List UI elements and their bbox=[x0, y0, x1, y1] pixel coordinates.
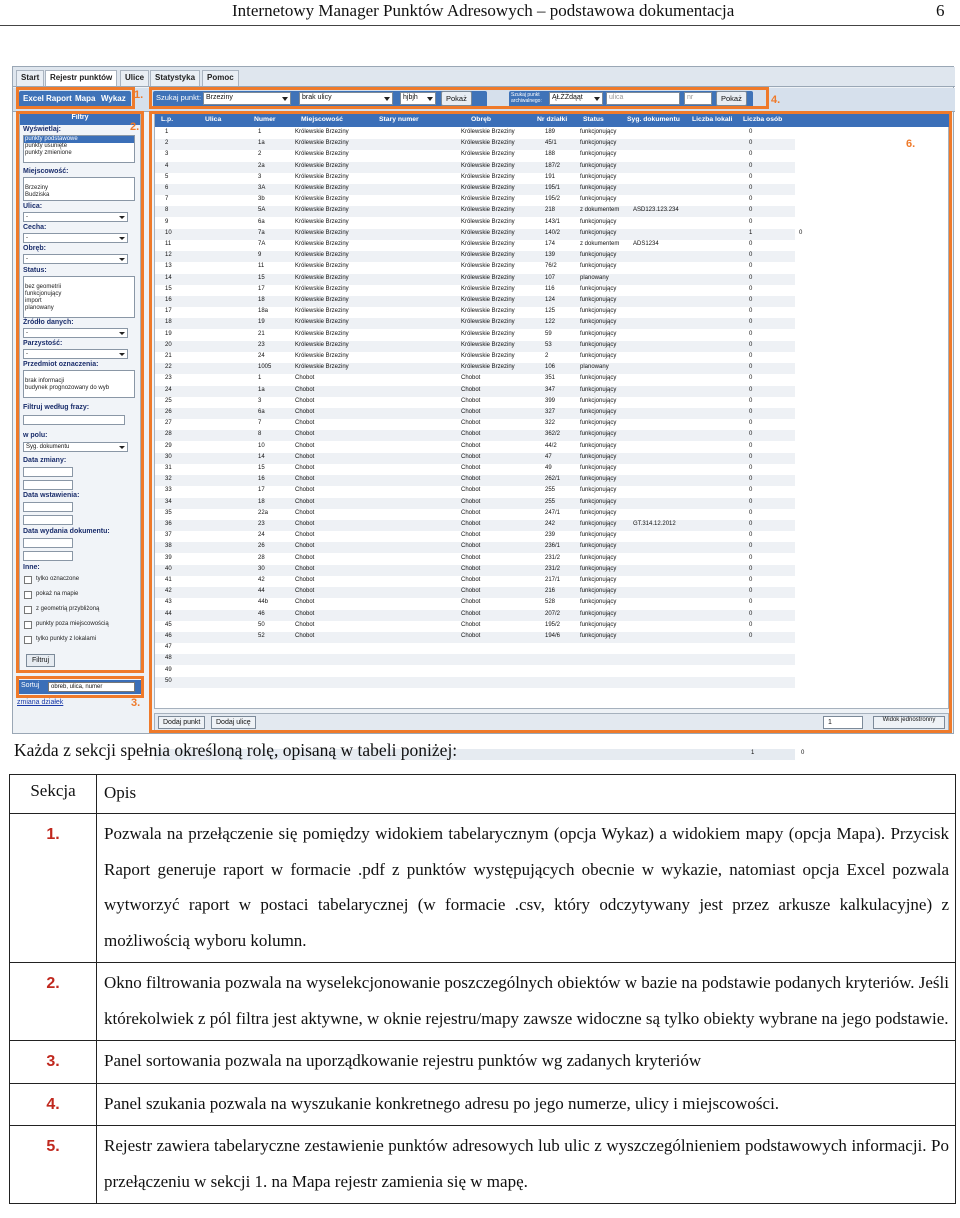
table-row[interactable]: 15 17 Królewskie Brzeziny Królewskie Brzeziny 116 funkcjonujący 0 bbox=[165, 285, 753, 292]
section-number: 4. bbox=[46, 1095, 60, 1113]
filter-phrase-label: Filtruj według frazy: bbox=[23, 404, 90, 411]
table-row[interactable]: 35 22a Chobot Chobot 247/1 funkcjonujący 0 bbox=[165, 509, 753, 516]
header-section: Sekcja bbox=[10, 775, 97, 814]
filter-show-label: Wyświetlaj: bbox=[23, 126, 61, 133]
section-description: Pozwala na przełączenie się pomiędzy widokiem tabelarycznym (opcja Wykaz) a widokiem mapy (opcja Mapa). Przycisk Raport generuje raport w formacie .pdf z punktów występujących obecnie w wykazie, natomiast opcja Excel pozwala wytworzyć raport w postaci tabelarycznej (w formacie .csv, który odczytywany jest przez arkusze kalkulacyjne) z możliwością wyboru kolumn. bbox=[97, 814, 956, 963]
table-row bbox=[10, 963, 956, 1041]
filter-change-date-label: Data zmiany: bbox=[23, 457, 67, 464]
table-row[interactable]: 1 1 Królewskie Brzeziny Królewskie Brzeziny 189 funkcjonujący 0 bbox=[165, 129, 753, 135]
sections-table bbox=[9, 774, 956, 1204]
col-doc-signature[interactable]: Syg. dokumentu bbox=[627, 116, 680, 123]
table-row[interactable]: 21 24 Królewskie Brzeziny Królewskie Brzeziny 2 funkcjonujący 0 bbox=[165, 353, 753, 359]
checkbox-label: tylko oznaczone bbox=[36, 576, 80, 582]
col-old-number[interactable]: Stary numer bbox=[379, 116, 419, 123]
checkbox-label: punkty poza miejscowością bbox=[36, 621, 109, 627]
archive-street-input[interactable]: ulica bbox=[606, 92, 680, 105]
section-description: Panel sortowania pozwala na uporządkowanie rejestru punktów wg zadanych kryteriów bbox=[97, 1041, 956, 1084]
table-row[interactable]: 20 23 Królewskie Brzeziny Królewskie Brzeziny 53 funkcjonujący 0 bbox=[155, 341, 795, 352]
table-row[interactable]: 41 42 Chobot Chobot 217/1 funkcjonujący 0 bbox=[165, 577, 753, 583]
table-row[interactable]: 48 bbox=[155, 654, 795, 665]
archive-number-input[interactable]: nr bbox=[684, 92, 712, 105]
table-row[interactable]: 19 21 Królewskie Brzeziny Królewskie Brzeziny 59 funkcjonujący 0 bbox=[165, 330, 753, 337]
col-precinct[interactable]: Obręb bbox=[471, 116, 492, 123]
filter-subject-list[interactable]: brak informacji budynek prognozowany do wyb bbox=[23, 370, 135, 398]
filter-other-label: Inne: bbox=[23, 564, 40, 571]
table-row[interactable]: 49 bbox=[165, 666, 172, 673]
col-persons[interactable]: Liczba osób bbox=[743, 116, 783, 123]
filter-feature-select[interactable]: - bbox=[23, 233, 128, 243]
add-point-button[interactable]: Dodaj punkt bbox=[158, 716, 205, 729]
main-tabs bbox=[13, 67, 955, 87]
table-row[interactable]: 5 3 Królewskie Brzeziny Królewskie Brzeziny 191 funkcjonujący 0 bbox=[165, 173, 753, 180]
section-number: 1. bbox=[46, 826, 60, 843]
filter-field-label: w polu: bbox=[23, 432, 48, 439]
filter-parity-label: Parzystość: bbox=[23, 340, 63, 347]
col-street[interactable]: Ulica bbox=[205, 116, 222, 123]
filter-place-label: Miejscowość: bbox=[23, 168, 69, 175]
add-street-button[interactable]: Dodaj ulicę bbox=[211, 716, 256, 729]
table-row[interactable]: 23 1 Chobot Chobot 351 funkcjonujący 0 bbox=[165, 375, 753, 382]
table-row[interactable]: 42 44 Chobot Chobot 216 funkcjonujący 0 bbox=[155, 587, 795, 598]
filter-source-label: Źródło danych: bbox=[23, 319, 74, 326]
filter-parity-select[interactable]: - bbox=[23, 349, 128, 359]
search-show-button[interactable]: Pokaż bbox=[441, 91, 472, 106]
col-status[interactable]: Status bbox=[583, 116, 604, 123]
table-row[interactable]: 47 bbox=[165, 644, 172, 651]
section-number: 5. bbox=[46, 1138, 60, 1155]
intro-text: Każda z sekcji spełnia określoną rolę, opisaną w tabeli poniżej: bbox=[14, 740, 458, 760]
table-row[interactable]: 33 17 Chobot Chobot 255 funkcjonujący 0 bbox=[165, 487, 753, 494]
table-row[interactable]: 46 52 Chobot Chobot 194/6 funkcjonujący 0 bbox=[155, 632, 795, 643]
page-select[interactable]: 1 bbox=[823, 716, 863, 729]
table-row[interactable]: 27 7 Chobot Chobot 322 funkcjonujący 0 bbox=[165, 420, 753, 427]
page-number: 6 bbox=[936, 1, 945, 20]
archive-show-button[interactable]: Pokaż bbox=[716, 91, 747, 106]
filter-subject-label: Przedmiot oznaczenia: bbox=[23, 361, 99, 368]
archive-search-label: Szukaj punkt archiwalnego: bbox=[511, 92, 542, 104]
filter-feature-label: Cecha: bbox=[23, 224, 47, 231]
filter-status-label: Status: bbox=[23, 267, 47, 274]
document-title: Internetowy Manager Punktów Adresowych – podstawowa dokumentacja bbox=[232, 1, 735, 20]
filter-status-list[interactable]: bez geometrii funkcjonujący import planowany bbox=[23, 276, 135, 318]
table-row[interactable]: 36 23 Chobot Chobot 242 funkcjonujący GT.314.12.2012 0 bbox=[155, 520, 795, 531]
section-marker-2 bbox=[16, 111, 144, 673]
section-number: 2. bbox=[46, 975, 60, 992]
map-link[interactable]: Mapa bbox=[75, 94, 96, 103]
col-locality[interactable]: Miejscowość bbox=[301, 116, 343, 123]
filter-street-label: Ulica: bbox=[23, 203, 43, 210]
checkbox-label: pokaż na mapie bbox=[36, 591, 79, 597]
table-row[interactable]: 7 3b Królewskie Brzeziny Królewskie Brzeziny 195/2 funkcjonujący 0 bbox=[165, 196, 753, 203]
table-row[interactable]: 43 44b Chobot Chobot 528 funkcjonujący 0 bbox=[165, 599, 753, 606]
table-row[interactable]: 24 1a Chobot Chobot 347 funkcjonujący 0 bbox=[155, 386, 795, 397]
table-row bbox=[10, 1126, 956, 1204]
table-row[interactable]: 18 19 Królewskie Brzeziny Królewskie Brzeziny 122 funkcjonujący 0 bbox=[155, 318, 795, 329]
table-row[interactable]: 9 6a Królewskie Brzeziny Królewskie Brzeziny 143/1 funkcjonujący 0 bbox=[165, 218, 753, 225]
header-description: Opis bbox=[97, 775, 956, 814]
table-row[interactable]: 30 14 Chobot Chobot 47 funkcjonujący 0 bbox=[155, 453, 795, 464]
section-marker-1 bbox=[16, 87, 135, 109]
filter-field-select[interactable]: Syg. dokumentu bbox=[23, 442, 128, 452]
search-number-input[interactable]: hjbjh bbox=[400, 92, 436, 105]
col-number[interactable]: Numer bbox=[254, 116, 276, 123]
table-row[interactable]: 29 10 Chobot Chobot 44/2 funkcjonujący 0 bbox=[165, 442, 753, 449]
section-number: 3. bbox=[46, 1053, 60, 1070]
archive-place-select[interactable]: ĄŁŻŻdąąt bbox=[549, 92, 603, 105]
table-row[interactable]: 26 6a Chobot Chobot 327 funkcjonujący 0 bbox=[155, 408, 795, 419]
table-row[interactable]: 13 11 Królewskie Brzeziny Królewskie Brzeziny 76/2 funkcjonujący 0 bbox=[165, 263, 753, 270]
tab-register[interactable]: Rejestr punktów bbox=[45, 70, 117, 86]
filter-insert-date-label: Data wstawienia: bbox=[23, 492, 80, 499]
table-row[interactable]: 28 8 Chobot Chobot 362/2 funkcjonujący 0 bbox=[155, 430, 795, 441]
section-description: Okno filtrowania pozwala na wyselekcjonowanie poszczególnych obiektów w bazie na podstawie podanych kryteriów. Jeśli którekolwiek z pól filtra jest aktywne, w oknie rejestru/mapy zawsze widoczne są tylko obiekty wybrane na jego podstawie. bbox=[97, 963, 956, 1041]
list-link[interactable]: Wykaz bbox=[101, 94, 126, 103]
marker-label-4: 4. bbox=[771, 94, 781, 106]
table-row[interactable]: 12 9 Królewskie Brzeziny Królewskie Brzeziny 139 funkcjonujący 0 bbox=[155, 251, 795, 262]
col-parcel[interactable]: Nr działki bbox=[537, 116, 568, 123]
table-row[interactable]: 22 1005 Królewskie Brzeziny Królewskie Brzeziny 106 planowany 0 bbox=[155, 363, 795, 374]
filter-doc-date-label: Data wydania dokumentu: bbox=[23, 528, 110, 535]
table-row[interactable]: 2 1a Królewskie Brzeziny Królewskie Brzeziny 45/1 funkcjonujący 0 bbox=[155, 139, 795, 150]
tab-statistics[interactable]: Statystyka bbox=[150, 70, 200, 86]
filter-show-list[interactable]: punkty podstawowe punkty usunięte punkty zmienione bbox=[23, 135, 135, 163]
table-row[interactable]: 4 2a Królewskie Brzeziny Królewskie Brzeziny 187/2 funkcjonujący 0 bbox=[155, 162, 795, 173]
checkbox-label: z geometrią przybliżoną bbox=[36, 606, 100, 612]
tab-help[interactable]: Pomoc bbox=[202, 70, 239, 86]
change-parcels-link[interactable]: zmiana działek bbox=[17, 699, 64, 706]
table-row[interactable]: 39 28 Chobot Chobot 231/2 funkcjonujący 0 bbox=[165, 554, 753, 561]
table-row bbox=[10, 1041, 956, 1084]
table-row[interactable]: 17 18a Królewskie Brzeziny Królewskie Brzeziny 125 funkcjonujący 0 bbox=[165, 308, 753, 315]
filter-header: Filtry bbox=[20, 114, 140, 125]
report-link[interactable]: Raport bbox=[46, 94, 72, 103]
table-row[interactable]: 34 18 Chobot Chobot 255 funkcjonujący 0 bbox=[155, 498, 795, 509]
section-marker-5 bbox=[149, 111, 952, 733]
table-row[interactable]: 44 46 Chobot Chobot 207/2 funkcjonujący 0 bbox=[155, 610, 795, 621]
table-row[interactable]: 45 50 Chobot Chobot 195/2 funkcjonujący 0 bbox=[165, 621, 753, 628]
table-row[interactable]: 11 7A Królewskie Brzeziny Królewskie Brzeziny 174 z dokumentem ADS1234 0 bbox=[165, 241, 753, 247]
table-row[interactable]: 8 5A Królewskie Brzeziny Królewskie Brzeziny 218 z dokumentem ASD123.123.234 0 bbox=[155, 206, 795, 217]
table-row bbox=[10, 814, 956, 963]
table-row[interactable]: 16 18 Królewskie Brzeziny Królewskie Brzeziny 124 funkcjonujący 0 bbox=[155, 296, 795, 307]
filter-precinct-label: Obręb: bbox=[23, 245, 46, 252]
table-row[interactable]: 14 15 Królewskie Brzeziny Królewskie Brzeziny 107 planowany 0 bbox=[155, 274, 795, 285]
table-row bbox=[10, 1083, 956, 1126]
tab-streets[interactable]: Ulice bbox=[120, 70, 149, 86]
single-view-button[interactable]: Widok jednostronny bbox=[873, 716, 945, 729]
section-marker-4 bbox=[149, 87, 769, 109]
table-row[interactable]: 31 15 Chobot Chobot 49 funkcjonujący 0 bbox=[165, 465, 753, 471]
marker-label-1: 1. bbox=[134, 89, 144, 101]
table-row[interactable]: 25 3 Chobot Chobot 399 funkcjonujący 0 bbox=[165, 397, 753, 404]
filter-source-select[interactable]: - bbox=[23, 328, 128, 338]
sort-label: Sortuj bbox=[21, 682, 40, 689]
search-street-select[interactable]: brak ulicy bbox=[299, 92, 393, 105]
page-header bbox=[0, 0, 960, 26]
section-description: Panel szukania pozwala na wyszukanie konkretnego adresu po jego numerze, ulicy i miejscowości. bbox=[97, 1083, 956, 1126]
marker-label-3: 3. bbox=[131, 697, 141, 709]
marker-label-6: 6. bbox=[906, 138, 916, 150]
filter-button[interactable]: Filtruj bbox=[26, 654, 55, 667]
search-place-select[interactable]: Brzeziny bbox=[203, 92, 291, 105]
table-row[interactable]: 10 7a Królewskie Brzeziny Królewskie Brzeziny 140/2 funkcjonujący 1 0 bbox=[155, 229, 795, 240]
table-row[interactable]: 50 bbox=[155, 677, 795, 688]
col-lp[interactable]: L.p. bbox=[161, 116, 174, 123]
table-row[interactable]: 32 16 Chobot Chobot 262/1 funkcjonujący 0 bbox=[155, 475, 795, 486]
search-label: Szukaj punkt: bbox=[156, 93, 202, 102]
table-row[interactable]: 3 2 Królewskie Brzeziny Królewskie Brzeziny 188 funkcjonujący 0 bbox=[165, 151, 753, 158]
tab-start[interactable]: Start bbox=[16, 70, 44, 86]
col-units[interactable]: Liczba lokali bbox=[692, 116, 733, 123]
filter-street-select[interactable]: - bbox=[23, 212, 128, 222]
filter-place-list[interactable]: Brzeziny Budziska bbox=[23, 177, 135, 201]
table-row[interactable]: 38 26 Chobot Chobot 236/1 funkcjonujący 0 bbox=[155, 542, 795, 553]
register-totals: 1 0 bbox=[155, 749, 795, 760]
sort-select[interactable]: obreb, ulica, numer bbox=[48, 682, 135, 692]
table-header-row bbox=[10, 775, 956, 814]
section-marker-3 bbox=[16, 676, 144, 698]
checkbox-label: tylko punkty z lokalami bbox=[36, 636, 97, 642]
section-description: Rejestr zawiera tabelaryczne zestawienie punktów adresowych lub ulic z wyszczególnieniem podstawowych informacji. Po przełączeniu w sekcji 1. na Mapa rejestr zamienia się w mapę. bbox=[97, 1126, 956, 1204]
table-row[interactable]: 37 24 Chobot Chobot 239 funkcjonujący 0 bbox=[165, 532, 753, 539]
excel-link[interactable]: Excel bbox=[23, 94, 44, 103]
marker-label-2: 2. bbox=[130, 121, 140, 133]
filter-precinct-select[interactable]: - bbox=[23, 254, 128, 264]
table-row[interactable]: 6 3A Królewskie Brzeziny Królewskie Brzeziny 195/1 funkcjonujący 0 bbox=[155, 184, 795, 195]
table-row[interactable]: 40 30 Chobot Chobot 231/2 funkcjonujący 0 bbox=[155, 565, 795, 576]
